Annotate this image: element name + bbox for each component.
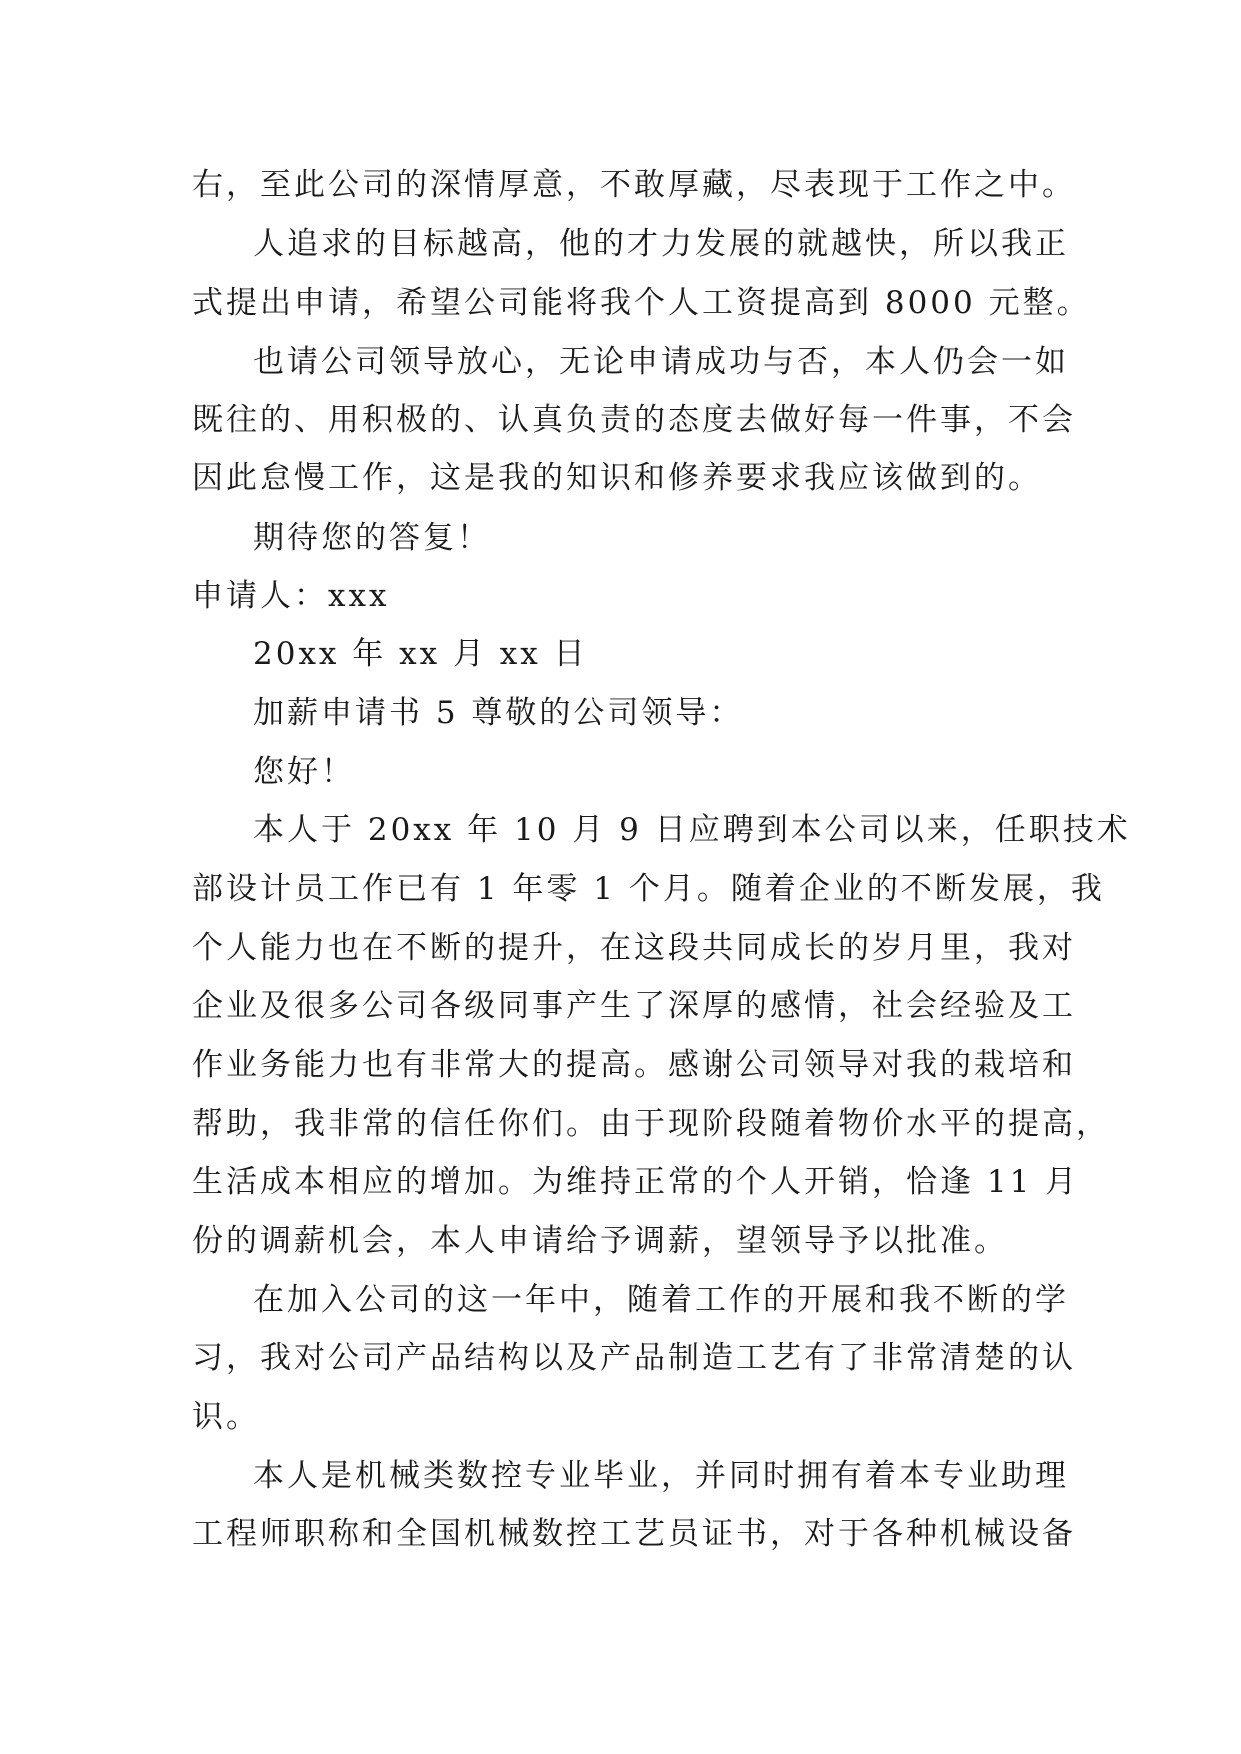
- body-text-line: 生活成本相应的增加。为维持正常的个人开销，恰逢 11 月: [192, 1164, 1080, 1200]
- body-text-line: 企业及很多公司各级同事产生了深厚的感情，社会经验及工: [192, 988, 1076, 1024]
- body-text-line: 也请公司领导放心，无论申请成功与否，本人仍会一如: [253, 344, 1069, 380]
- body-text-line: 本人是机械类数控专业毕业，并同时拥有着本专业助理: [253, 1458, 1069, 1494]
- body-text-line: 工程师职称和全国机械数控工艺员证书，对于各种机械设备: [192, 1516, 1076, 1552]
- body-text-line: 部设计员工作已有 1 年零 1 个月。随着企业的不断发展，我: [192, 871, 1105, 907]
- body-text-line: 既往的、用积极的、认真负责的态度去做好每一件事，不会: [192, 402, 1076, 438]
- body-text-line: 在加入公司的这一年中，随着工作的开展和我不断的学: [253, 1282, 1069, 1318]
- body-text-line: 个人能力也在不断的提升，在这段共同成长的岁月里，我对: [192, 930, 1076, 966]
- applicant-line: 申请人：xxx: [192, 578, 390, 614]
- body-text-line: 份的调薪机会，本人申请给予调薪，望领导予以批准。: [192, 1223, 1008, 1259]
- body-text-line: 式提出申请，希望公司能将我个人工资提高到 8000 元整。: [192, 285, 1091, 321]
- greeting-line: 您好！: [253, 754, 355, 790]
- body-text-line: 右，至此公司的深情厚意，不敢厚藏，尽表现于工作之中。: [192, 167, 1076, 203]
- body-text-line: 因此怠慢工作，这是我的知识和修养要求我应该做到的。: [192, 460, 1042, 496]
- body-text-line: 识。: [192, 1399, 260, 1435]
- body-text-line: 人追求的目标越高，他的才力发展的就越快，所以我正: [253, 226, 1069, 262]
- body-text-line: 帮助，我非常的信任你们。由于现阶段随着物价水平的提高，: [192, 1106, 1110, 1142]
- letter-heading: 加薪申请书 5 尊敬的公司领导：: [253, 695, 744, 731]
- body-text-line: 作业务能力也有非常大的提高。感谢公司领导对我的栽培和: [192, 1047, 1076, 1083]
- date-line: 20xx 年 xx 月 xx 日: [253, 636, 588, 672]
- closing-remark: 期待您的答复！: [253, 520, 491, 556]
- body-text-line: 习，我对公司产品结构以及产品制造工艺有了非常清楚的认: [192, 1340, 1076, 1376]
- body-text-line: 本人于 20xx 年 10 月 9 日应聘到本公司以来，任职技术: [253, 812, 1131, 848]
